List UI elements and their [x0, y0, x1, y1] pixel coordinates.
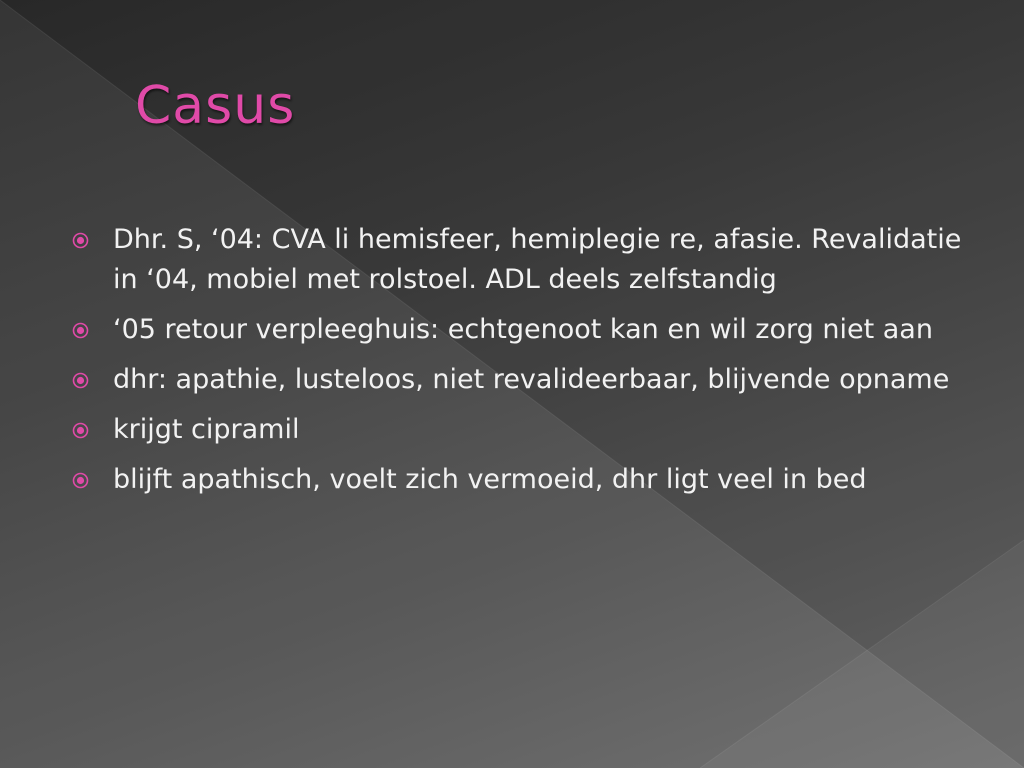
target-circle-icon [72, 422, 89, 439]
bullet-item [72, 220, 978, 300]
target-circle-icon [72, 372, 89, 389]
bullet-text: dhr: apathie, lusteloos, niet revalideerbaar, blijvende opname [113, 364, 950, 395]
target-circle-icon [72, 322, 89, 339]
target-circle-icon [72, 232, 89, 249]
bullet-text: krijgt cipramil [113, 414, 300, 445]
bullet-item [72, 360, 978, 400]
bullet-item [72, 310, 978, 350]
bullet-item [72, 460, 978, 500]
bullet-text: Dhr. S, ‘04: CVA li hemisfeer, hemiplegie re, afasie. Revalidatie in ‘04, mobiel met rolstoel. ADL deels zelfstandig [113, 224, 962, 295]
bullet-text: blijft apathisch, voelt zich vermoeid, dhr ligt veel in bed [113, 464, 867, 495]
target-circle-icon [72, 472, 89, 489]
bullet-list [72, 220, 972, 510]
bullet-text: ‘05 retour verpleeghuis: echtgenoot kan en wil zorg niet aan [113, 314, 933, 345]
slide-title: Casus [135, 76, 296, 136]
bullet-item [72, 410, 978, 450]
